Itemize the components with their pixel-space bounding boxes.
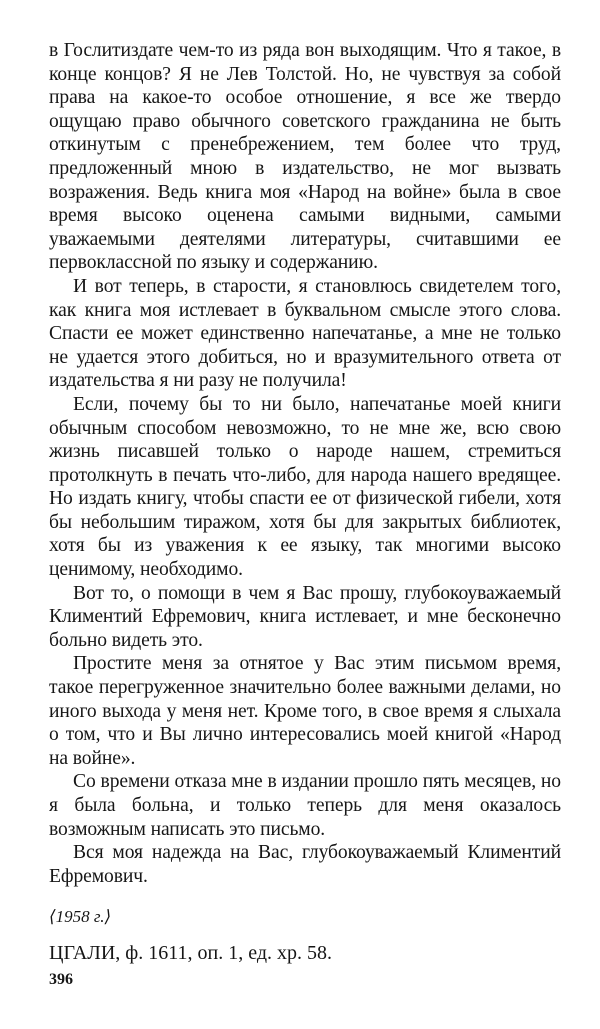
letter-body — [49, 39, 561, 965]
paragraph: Со времени отказа мне в издании прошло пять месяцев, но я была больна, и только теперь для меня оказалось возможным написать это письмо. — [49, 771, 561, 840]
paragraph: Вся моя надежда на Вас, глубокоуважаемый Климентий Ефремович. — [49, 842, 561, 887]
paragraph: И вот теперь, в старости, я становлюсь свидетелем того, как книга моя истлевает в буквальном смысле этого слова. Спасти ее может единственно напечатанье, а мне не только не удается этого добиться, но и вразумительного ответа от издательства я ни разу не получила! — [49, 275, 561, 392]
paragraph: в Гослитиздате чем-то из ряда вон выходящим. Что я такое, в конце концов? Я не Лев Толстой. Но, не чувствуя за собой права на какое-то особое отношение, я все же твердо ощущаю право обычного советского гражданина не быть откинутым с пренебрежением, тем более что труд, предложенный мною в издательство, не мог вызвать возражения. Ведь книга моя «Народ на войне» была в свое время высоко оценена самыми видными, самыми уважаемыми деятелями литературы, считавшими ее первоклассной по языку и содержанию. — [49, 40, 561, 274]
paragraph: Простите меня за отнятое у Вас этим письмом время, такое перегруженное значительно более важными делами, но иного выхода у меня нет. Кроме того, в свое время я слыхала о том, что и Вы лично интересовались моей книгой «Народ на войне». — [49, 653, 561, 769]
archive-reference: ЦГАЛИ, ф. 1611, оп. 1, ед. хр. 58. — [49, 942, 332, 965]
paragraph: Вот то, о помощи в чем я Вас прошу, глубокоуважаемый Климентий Ефремович, книга истлевает, и мне бесконечно больно видеть это. — [49, 582, 561, 651]
letter-date: ⟨1958 г.⟩ — [49, 907, 112, 927]
paragraph: Если, почему бы то ни было, напечатанье моей книги обычным способом невозможно, то не мне же, всю свою жизнь писавшей только о народе нашем, стремиться протолкнуть в печать что-либо, для народа нашего вредящее. Но издать книгу, чтобы спасти ее от физической гибели, хотя бы небольшим тиражом, хотя бы для закрытых библиотек, хотя бы из уважения к ее языку, так многими высоко ценимому, необходимо. — [49, 393, 561, 581]
page-number: 396 — [49, 971, 73, 988]
